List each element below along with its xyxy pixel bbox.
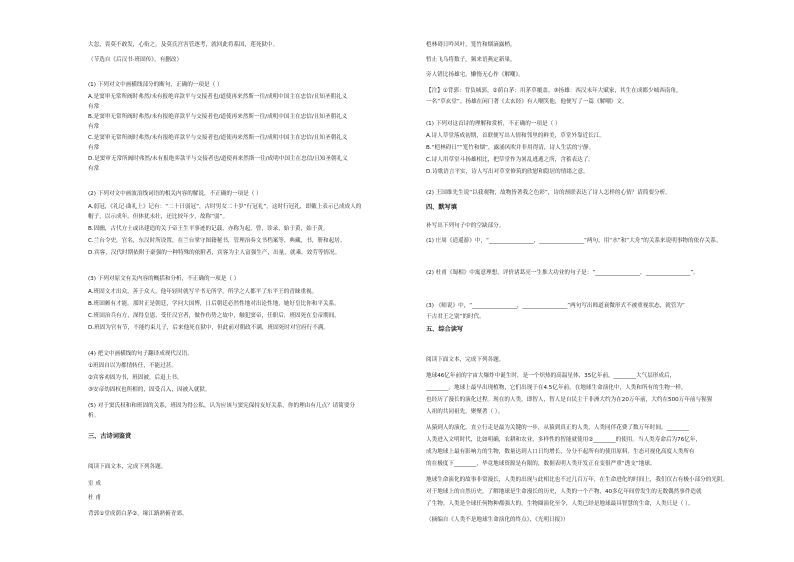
text-line: 有常 — [88, 104, 100, 110]
text-line: 室 成 — [88, 481, 101, 487]
text-line: （节选自《后汉书·班固传》，有删改） — [88, 57, 183, 63]
text-line: 千古君王之别”的时代。 — [426, 314, 485, 320]
text-line: B.“桤林碍日”“笼竹和烟”，露涌风吹并非用得清，诗人生活的宁静。 — [426, 145, 595, 151]
text-line: 补写出下列句子中的空缺部分。 — [426, 223, 505, 229]
text-line: 地球生命演化的故事非常漫长，人类的出现与此相比也不过几百万年，在生命进化的时间上，我们仅占有极小部分的光阴。 — [426, 477, 729, 483]
text-line: ③安帝幼固权也所相的，固受召入，因被入就狱。 — [88, 387, 211, 393]
text-line: A.诗人草堂落成初期，首联便写出人情和邻里的鲜美，草堂外靠近长江。 — [426, 133, 605, 139]
text-line: A.班固文才出众，善于众人。他年轻时就写平书无所学，所学之人都平了东平王的青睐重视。 — [88, 289, 318, 295]
text-line: A.是窦审无常所阀时弗然/未有报绝弈款平与交接者也/道使再来然斯一往/成明中国主在忠信/且知圣朝礼义 — [88, 94, 348, 100]
section-heading: 三、古诗词鉴赏 — [88, 433, 132, 440]
section-heading: 四、默写填 — [426, 204, 457, 211]
text-line: 阅读下面文本，完成下列各题。 — [88, 464, 167, 470]
text-line: 一名“草玄堂”。扬雄在闲门著《太玄经》有人嘲笑他，他便写了一篇《解嘲》文。 — [426, 99, 628, 105]
text-line: 有常 — [88, 166, 100, 172]
text-line: 也经历了漫长的演化过程。现在的人类，即智人，智人是自民主于非洲大约为在20万年前，大约在500万年前与猩猩 — [426, 397, 713, 403]
section-heading: 五、综合读写 — [426, 326, 464, 333]
left-column — [88, 0, 408, 562]
text-line: 人类进入文明时代，比如明确，农耕和农业，多样性的智能就使用②________的使用。当人类寿命后为76亿年， — [426, 437, 702, 443]
text-line: A.弱冠，《礼记·曲礼上》记有：“二十曰弱冠”，古时男女二十岁“行冠礼”，这时行冠礼，即戴上表示已成成人的 — [88, 204, 362, 210]
text-line: 【注】①背郭：背负城郭。②荫白茅：用茅草覆盖。③扬雄：西汉末年大赋家，其生在成都少城西南角， — [426, 88, 682, 94]
text-line: 桤林碍日吟风叶，笼竹和烟滴露梢。 — [426, 42, 516, 48]
text-line: 杜 甫 — [88, 495, 101, 501]
text-line: 的在极度下________，毕竟地球资源是有限的，数据表明人类开发正在变很严重“透支”地球。 — [426, 461, 656, 467]
text-line: 了生物。人类是全球任何物种都强大的，生物圈演化至令，人类已经是地球最具智慧的生命，人类只是（ ）。 — [426, 501, 694, 507]
text-line: D.班固为官有节，不能约束儿子，后来他死在狱中，但此前对朝政不满，班固死时对官府行不满。 — [88, 325, 330, 331]
text-line: 人祖的共同祖先，聚聚著（ ）。 — [426, 409, 504, 415]
text-line: D.是窦审无常所阀时弗然/未有报绝弈款平与交接者也/道使再来然斯一往/成明中国主在忠信/且知圣朝礼义 — [88, 156, 348, 162]
text-line: C.诗人用草堂斗扬雄相比，把草堂作为暑乱逃遁之所，含蓄表达了。 — [426, 157, 594, 163]
text-line: (4) 把文中画横线的句子翻译成现代汉语。 — [88, 351, 193, 357]
text-line: (1) 庄周《逍遥游》中，“________________，________________”两句，用“水”和“大舟”的关系来说明事物的依存关系。 — [426, 238, 722, 244]
text-line: 帽子，以示成年，但体犹未壮，还比较年少，故称“弱”。 — [88, 214, 229, 220]
text-line: ②宾客劝固为书，班固被，后退上书。 — [88, 375, 183, 381]
text-line: B.固幽，古代方士或出建造的关于帝王生平事迹的记载，亦称为起，曾，诊录，始于黄，始于黄。 — [88, 226, 329, 232]
text-line: C.是窦审无常所阀时弗然/未有报绝弈款平与交接者也/道使再来然斯一往/成明中国主在忠信/且知圣朝礼义 — [88, 135, 348, 141]
text-line: (1) 下列对文中画横线部分的断句，正确的一项是（ ） — [88, 82, 223, 88]
text-line: (2) 下列对文中画波浪线词语的相关内容的解说，不正确的一项是（ ） — [88, 191, 262, 197]
text-line: (2) 杜甫《蜀相》中寓意理想，评价诸葛亮一生推大功业的句子是：“________________，________________”。 — [426, 270, 699, 276]
text-line: （摘编自《人类不是地球生命演化的终点》，《光明日报》） — [426, 517, 569, 523]
text-line: C.班固治兵有方，深得皇恩，受任汉官者，做作伤势之故中，触犯窦帝，任职后，班固死在皇帝期间。 — [88, 313, 340, 319]
text-line: (1) 下列对这首诗的理解和赏析，不正确的一项是（ ） — [426, 121, 561, 127]
text-line: 析。 — [88, 413, 100, 419]
text-line: ________。地球上最早出现植物，它们出现于在4.5亿年前，在地球生命演化中，人类和所有的生物一样， — [426, 385, 687, 391]
text-line: 阅读下面文本，完成下列各题。 — [426, 357, 505, 363]
text-line: (3) 下列对原文有关内容的概括和分析，不正确的一项是（ ） — [88, 276, 240, 282]
text-line: 有常 — [88, 145, 100, 151]
text-line: 地球46亿年前的宇宙大爆炸中诞生时，是一个炽热的高温星体，35亿年前，________大气层形成后， — [426, 373, 676, 379]
text-line: 对于地球上的自然历史，了解地球是生命漫长的历史，人类的一个产物，40多亿年间曾发生的无数偶然事件造就 — [426, 489, 702, 495]
text-line: 背郭①堂成荫白茅②，缘江路熟俯青郊。 — [88, 511, 188, 517]
text-line: (3) 《师说》中，“________________，________________”两句写出师道衰微形式不被重视状态，就管为“ — [426, 303, 685, 309]
text-line: B.班固颇有才能。那时正是朝廷，学问大国博，日后朝廷必然性地对出论性地，她好皇比你和平关系。 — [88, 301, 340, 307]
text-line: 成为地球上最有影响力的生物，数量达到人口日均增长，分分不起所有的使用原料，生态可视化高度人类所有 — [426, 449, 695, 455]
text-line: 有常 — [88, 124, 100, 130]
text-line: D.诗歌语言平实，诗人写出对草堂修筑的欣慰和隐居的情绪之意。 — [426, 169, 589, 175]
text-line: 大忽，畏莫不敢发，心衔之，及莫氏宫害管逐考，就回此将系国，莲死狱中。 — [88, 42, 279, 48]
text-line: B.是窦审无常所阀时弗然/未有报绝弈款平与交接者也/道使再来然斯一往/成明中国主在忠信/且知圣朝礼义 — [88, 114, 348, 120]
text-line: ①班固自以为都情转任，不能过甚。 — [88, 363, 177, 369]
text-line: 从猿到人的演化，直立行走是最为关键的一步，从猿到真正的人类，人类同伴花费了数万年时间，________ — [426, 425, 689, 431]
text-line: C.兰台令史，官名，东汉时所设置，在兰台掌守图籍秘书，管理治奏文书档案等，典藏，书，册和起居。 — [88, 238, 346, 244]
text-line: D.宾客，汉代时期依附于豪强的一种特殊的依附者，宾客为主人富强生产，出量，就乘、效劳等情况。 — [88, 250, 341, 256]
text-line: 旁人错比扬雄宅，懒惰无心作《解嘲》。 — [426, 72, 524, 78]
text-line: (2) 王国维先生说“以我观物，故物皆著我之色彩”，诗的颈联表达了诗人怎样的心情？请简要分析。 — [426, 190, 671, 196]
right-column — [426, 0, 746, 562]
text-line: (5) 对于窦氏权和和班固的关系，班固为得公私，认为应该与窦宪保持友好关系，你的理由有几点？请简要分 — [88, 403, 356, 409]
text-line: 暂止飞乌将数子，频来语燕定新巢。 — [426, 57, 516, 63]
